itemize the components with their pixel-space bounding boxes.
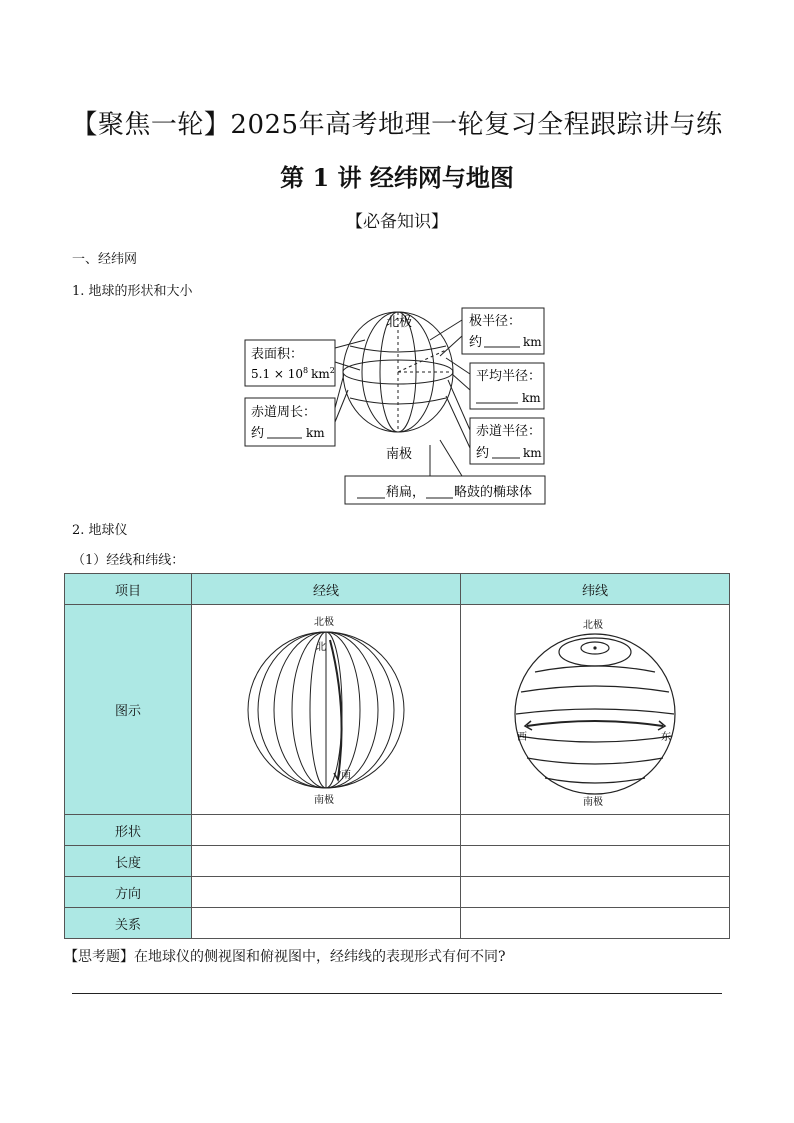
parallel-south-label: 南极 bbox=[583, 796, 603, 806]
think-text: 在地球仪的侧视图和俯视图中，经纬线的表现形式有何不同? bbox=[134, 949, 506, 965]
answer-cell[interactable] bbox=[461, 908, 730, 939]
meridian-north-label: 北极 bbox=[314, 616, 334, 628]
parallel-globe-figure bbox=[495, 610, 695, 806]
table-header: 项目 bbox=[65, 574, 192, 605]
equator-length-unit: km bbox=[306, 426, 325, 440]
think-label: 【思考题】 bbox=[64, 949, 134, 965]
section-tag: 【必备知识】 bbox=[346, 212, 448, 232]
mean-radius-unit: km bbox=[522, 391, 541, 405]
document-title: 【聚焦一轮】2025年高考地理一轮复习全程跟踪讲与练 bbox=[71, 110, 723, 140]
parallel-north-label: 北极 bbox=[583, 619, 603, 631]
shape-text-2: 略鼓的椭球体 bbox=[454, 485, 533, 500]
polar-radius-label: 极半径： bbox=[469, 314, 522, 329]
answer-line[interactable] bbox=[72, 993, 722, 994]
sub-heading-lines: （1）经线和纬线： bbox=[72, 553, 185, 568]
lesson-title: 第 1 讲 经纬网与地图 bbox=[280, 163, 514, 192]
north-pole-label: 北极 bbox=[386, 315, 413, 330]
answer-cell[interactable] bbox=[192, 815, 461, 846]
table-header: 经线 bbox=[192, 574, 461, 605]
south-pole-label: 南极 bbox=[386, 447, 413, 462]
item-heading-globe: 2. 地球仪 bbox=[72, 523, 128, 538]
answer-cell[interactable] bbox=[192, 846, 461, 877]
table-row bbox=[65, 877, 730, 908]
equator-radius-label: 赤道半径： bbox=[476, 424, 542, 439]
parallel-west-label: 西 bbox=[517, 731, 527, 743]
row-label: 长度 bbox=[65, 846, 192, 877]
row-label: 图示 bbox=[65, 605, 192, 815]
meridian-globe-figure bbox=[226, 610, 426, 806]
equator-length-label: 赤道周长： bbox=[251, 405, 317, 420]
table-row bbox=[65, 908, 730, 939]
comparison-table bbox=[64, 573, 730, 939]
item-heading-shape: 1. 地球的形状和大小 bbox=[72, 284, 193, 299]
polar-radius-unit: km bbox=[523, 335, 542, 349]
row-label: 关系 bbox=[65, 908, 192, 939]
meridian-north-arrow-label: 北 bbox=[316, 641, 326, 653]
think-question bbox=[64, 946, 506, 966]
equator-length-prefix: 约 bbox=[251, 426, 265, 441]
table-row bbox=[65, 605, 730, 815]
row-label: 方向 bbox=[65, 877, 192, 908]
answer-cell[interactable] bbox=[461, 815, 730, 846]
answer-cell[interactable] bbox=[461, 877, 730, 908]
answer-cell[interactable] bbox=[192, 908, 461, 939]
answer-cell[interactable] bbox=[192, 877, 461, 908]
table-row bbox=[65, 815, 730, 846]
section-heading: 一、经纬网 bbox=[72, 252, 138, 267]
parallel-figure-cell bbox=[461, 605, 730, 815]
equator-radius-prefix: 约 bbox=[476, 446, 490, 461]
earth-shape-figure bbox=[240, 300, 560, 510]
mean-radius-label: 平均半径： bbox=[476, 369, 542, 384]
surface-area-value: $5.1 \times 10^8$ $km^2$ bbox=[251, 366, 335, 381]
surface-area-label: 表面积： bbox=[251, 347, 304, 362]
table-header-row bbox=[65, 574, 730, 605]
meridian-south-label: 南极 bbox=[314, 794, 334, 806]
table-header: 纬线 bbox=[461, 574, 730, 605]
table-row bbox=[65, 846, 730, 877]
meridian-figure-cell bbox=[192, 605, 461, 815]
polar-radius-prefix: 约 bbox=[469, 335, 483, 350]
row-label: 形状 bbox=[65, 815, 192, 846]
meridian-south-arrow-label: 南 bbox=[341, 769, 351, 781]
answer-cell[interactable] bbox=[461, 846, 730, 877]
parallel-east-label: 东 bbox=[661, 731, 671, 743]
shape-text-1: 稍扁， bbox=[386, 485, 426, 500]
equator-radius-unit: km bbox=[523, 446, 542, 460]
